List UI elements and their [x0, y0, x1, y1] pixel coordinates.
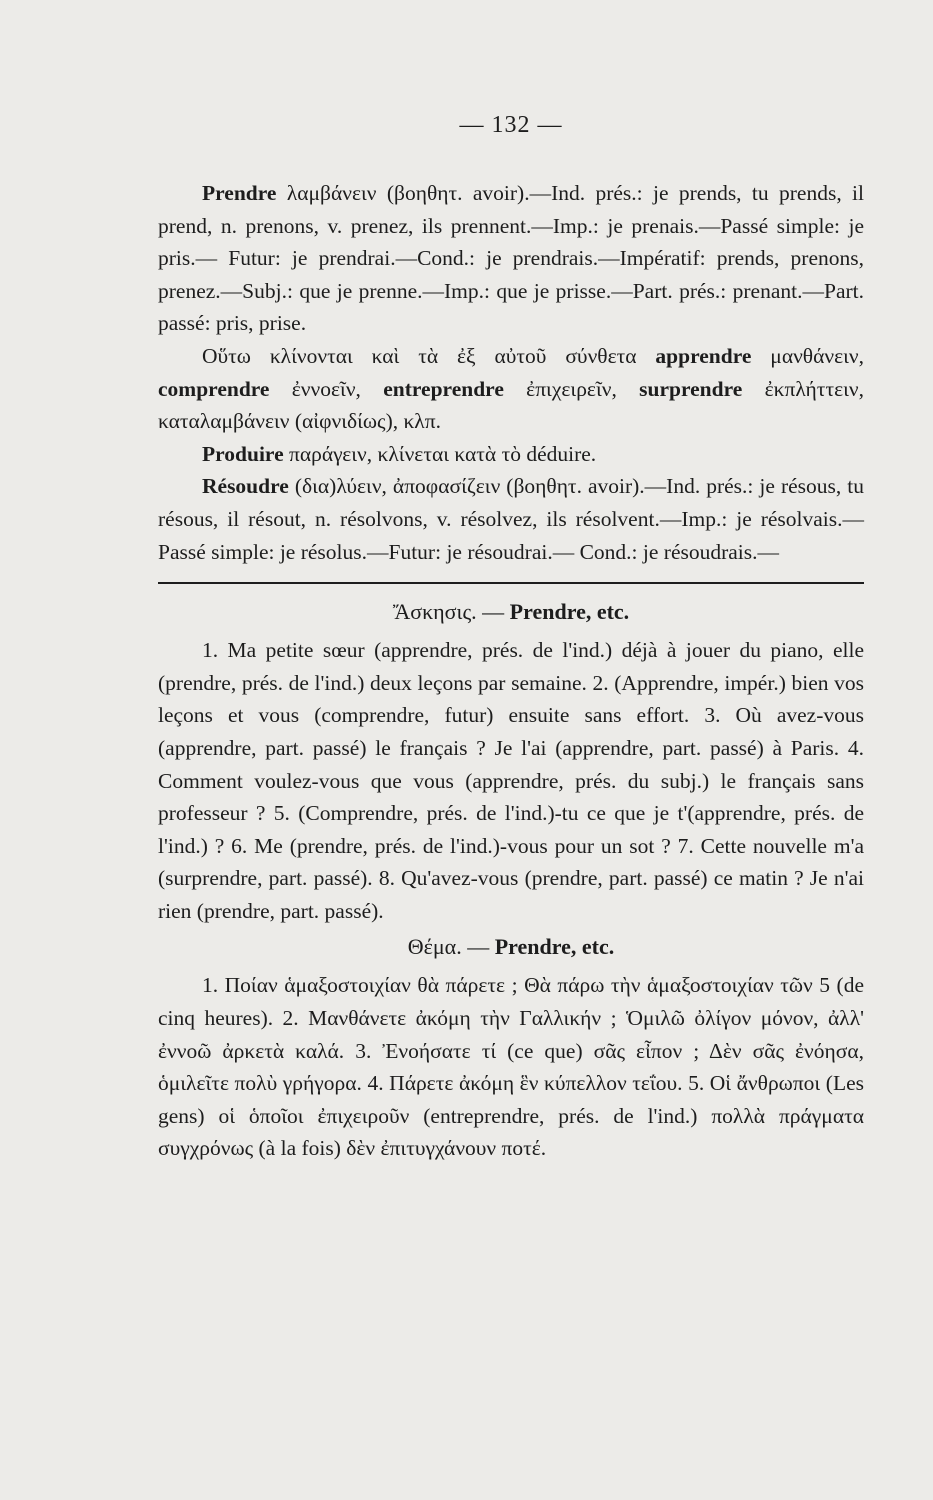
verb-entreprendre: entreprendre [383, 376, 504, 401]
exercise-heading-title: Prendre, etc. [509, 599, 630, 625]
exercise-text: 1. Ma petite sœur (apprendre, prés. de l'ind.) déjà à jouer du piano, elle (prendre, prés. de l'ind.) deux leçons par semaine. 2. (Apprendre, impér.) bien vos leçons et vous (comprendre, futur) ensuite sans effort. 3. Où avez-vous (apprendre, part. passé) le français ? Je l'ai (apprendre, part. passé) à Paris. 4. Comment voulez-vous que vous (apprendre, prés. du subj.) le français sans professeur ? 5. (Comprendre, prés. de l'ind.)-tu ce que je t'(apprendre, prés. de l'ind.) ? 6. Me (prendre, prés. de l'ind.)-vous pour un sot ? 7. Cette nouvelle m'a (surprendre, part. passé). 8. Qu'avez-vous (prendre, part. passé) ce matin ? Je n'ai rien (prendre, part. passé). [158, 638, 864, 923]
theme-text: 1. Ποίαν ἁμαξοστοιχίαν θὰ πάρετε ; Θὰ πάρω τὴν ἁμαξοστοιχίαν τῶν 5 (de cinq heures). 2. Μανθάνετε ἀκόμη τὴν Γαλλικήν ; Ὁμιλῶ ὀλίγον μόνον, ἀλλ' ἐννοῶ ἀρκετὰ καλά. 3. Ἐνοήσατε τί (ce que) σᾶς εἶπον ; Δὲν σᾶς ἐνόησα, ὁμιλεῖτε πολὺ γρήγορα. 4. Πάρετε ἀκόμη ἓν κύπελλον τεΐου. 5. Οἱ ἄνθρωποι (Les gens) οἱ ὁποῖοι ἐπιχειροῦν (entreprendre, prés. de l'ind.) πολλὰ πράγματα συγχρόνως (à la fois) δὲν ἐπιτυγχάνουν ποτέ. [158, 973, 864, 1161]
prendre-conjugation [158, 177, 864, 340]
compounds-text-3: ἐννοεῖν, [269, 376, 384, 401]
resoudre-conjugation [158, 470, 864, 568]
exercise-heading-greek: Ἄσκησις. — [392, 599, 510, 625]
theme-heading [158, 931, 864, 963]
theme-heading-title: Prendre, etc. [494, 934, 615, 960]
exercise-heading [158, 596, 864, 628]
verb-prendre: Prendre [202, 181, 277, 205]
verb-produire: Produire [202, 441, 284, 466]
verb-apprendre: apprendre [655, 343, 752, 368]
verb-surprendre: surprendre [639, 376, 743, 401]
compounds-text-2: μανθάνειν, [751, 343, 864, 368]
page-number: — 132 — [459, 112, 563, 138]
book-page [158, 112, 864, 1402]
section-divider [158, 582, 864, 584]
compounds-text-1: Οὕτω κλίνονται καὶ τὰ ἐξ αὐτοῦ σύνθετα [202, 343, 656, 368]
compounds-paragraph [158, 340, 864, 438]
resoudre-text: (δια)λύειν, ἀποφασίζειν (βοηθητ. avoir).—Ind. prés.: je résous, tu résous, il résout, n. résolvons, v. résolvez, ils résolvent.—Imp.: je résolvais.—Passé simple: je résolus.—Futur: je résoudrai.— Cond.: je résoudrais.— [158, 474, 864, 564]
theme-heading-greek: Θέμα. — [407, 934, 495, 960]
compounds-text-4: ἐπιχειρεῖν, [503, 376, 640, 401]
prendre-text: λαμβάνειν (βοηθητ. avoir).—Ind. prés.: je prends, tu prends, il prend, n. prenons, v. prenez, ils prennent.—Imp.: je prenais.—Passé simple: je pris.— Futur: je prendrai.—Cond.: je prendrais.—Impératif: prends, prenons, prenez.—Subj.: que je prenne.—Imp.: que je prisse.—Part. prés.: prenant.—Part. passé: pris, prise. [158, 181, 864, 336]
produire-paragraph [158, 438, 864, 471]
verb-comprendre: comprendre [158, 376, 270, 401]
compounds-text-5: ἐκπλήττειν, καταλαμβάνειν (αἰφνιδίως), κλπ. [158, 376, 864, 434]
produire-text: παράγειν, κλίνεται κατὰ τὸ déduire. [283, 441, 597, 466]
verb-resoudre: Résoudre [202, 474, 289, 499]
